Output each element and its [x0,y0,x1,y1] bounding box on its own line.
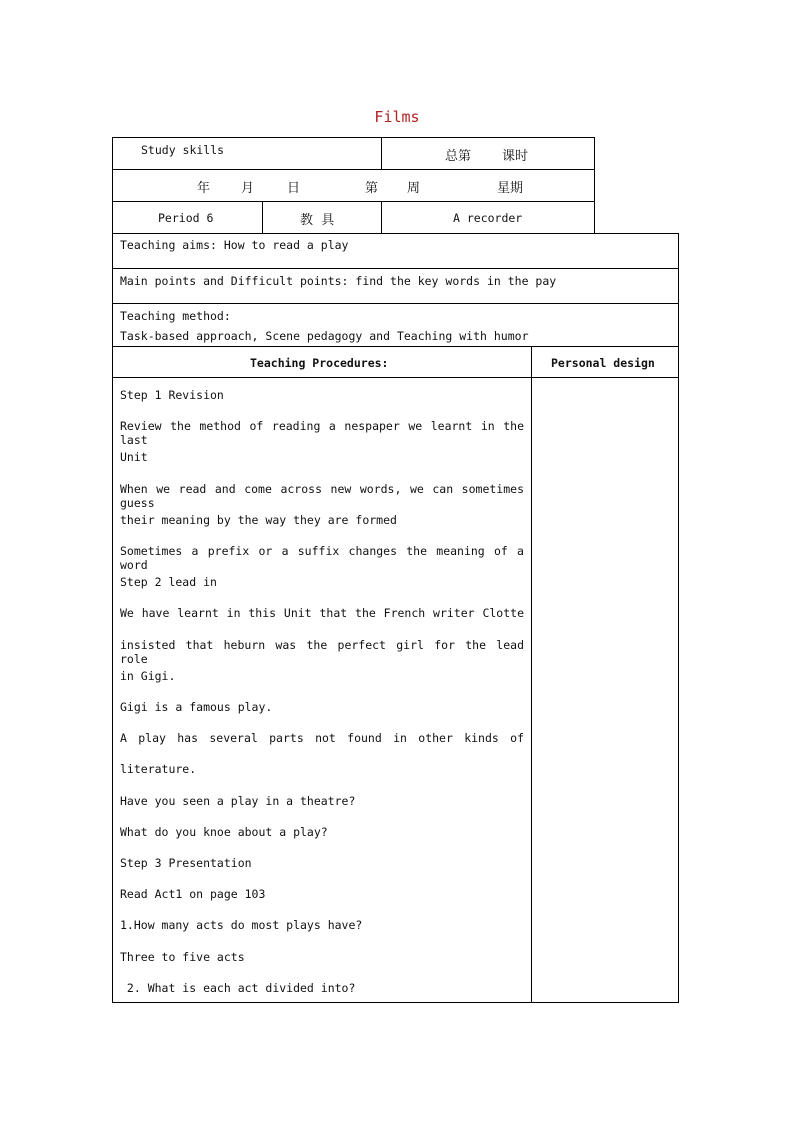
procedure-line: Review the method of reading a nespaper we learnt in the last [120,419,524,447]
procedure-line: Step 2 lead in [120,575,217,589]
period-label: Period 6 [158,211,214,225]
procedure-line: What do you knoe about a play? [120,825,328,839]
date-year: 年 [197,181,211,196]
procedure-line: their meaning by the way they are formed [120,513,397,527]
divider [112,303,679,304]
procedure-line: When we read and come across new words, we can sometimes guess [120,482,524,510]
main-points: Main points and Difficult points: find the key words in the pay [120,274,557,288]
procedure-line: Sometimes a prefix or a suffix changes the meaning of a word [120,544,524,572]
divider [381,137,382,169]
divider [112,268,679,269]
procedure-line: Step 1 Revision [120,388,224,402]
procedure-line: Gigi is a famous play. [120,700,273,714]
procedure-line: literature. [120,762,197,776]
procedure-line: A play has several parts not found in other kinds of [120,731,524,745]
procedure-line: Step 3 Presentation [120,856,252,870]
procedure-line: Read Act1 on page 103 [120,887,266,901]
teaching-aid-value: A recorder [453,211,523,225]
procedure-line: Three to five acts [120,950,245,964]
divider [112,346,679,347]
divider [112,169,595,170]
date-day: 日 [287,181,301,196]
date-week: 周 [407,181,421,196]
procedure-line: in Gigi. [120,669,176,683]
page-title: Films [374,108,420,126]
procedure-line: Have you seen a play in a theatre? [120,794,356,808]
divider [112,201,595,202]
teaching-aid-label: 教 具 [300,213,335,228]
lesson-label: 课时 [502,149,529,164]
divider [112,377,679,378]
divider [381,201,382,234]
date-weekday: 星期 [497,181,524,196]
procedure-line: Unit [120,450,148,464]
procedure-line: 1.How many acts do most plays have? [120,918,363,932]
teaching-method-value: Task-based approach, Scene pedagogy and Teaching with humor [120,329,529,343]
total-lesson-label: 总第 [445,149,472,164]
date-month: 月 [241,181,255,196]
date-di: 第 [365,181,379,196]
procedure-line: insisted that heburn was the perfect girl for the lead role [120,638,524,666]
teaching-aims: Teaching aims: How to read a play [120,238,349,252]
procedures-header: Teaching Procedures: [250,356,389,370]
divider [262,201,263,234]
divider [531,346,532,1003]
procedure-line: We have learnt in this Unit that the French writer Clotte [120,606,524,620]
procedure-line: 2. What is each act divided into? [120,981,356,995]
study-skills-label: Study skills [141,143,225,157]
personal-design-header: Personal design [551,356,655,370]
teaching-method-label: Teaching method: [120,309,231,323]
